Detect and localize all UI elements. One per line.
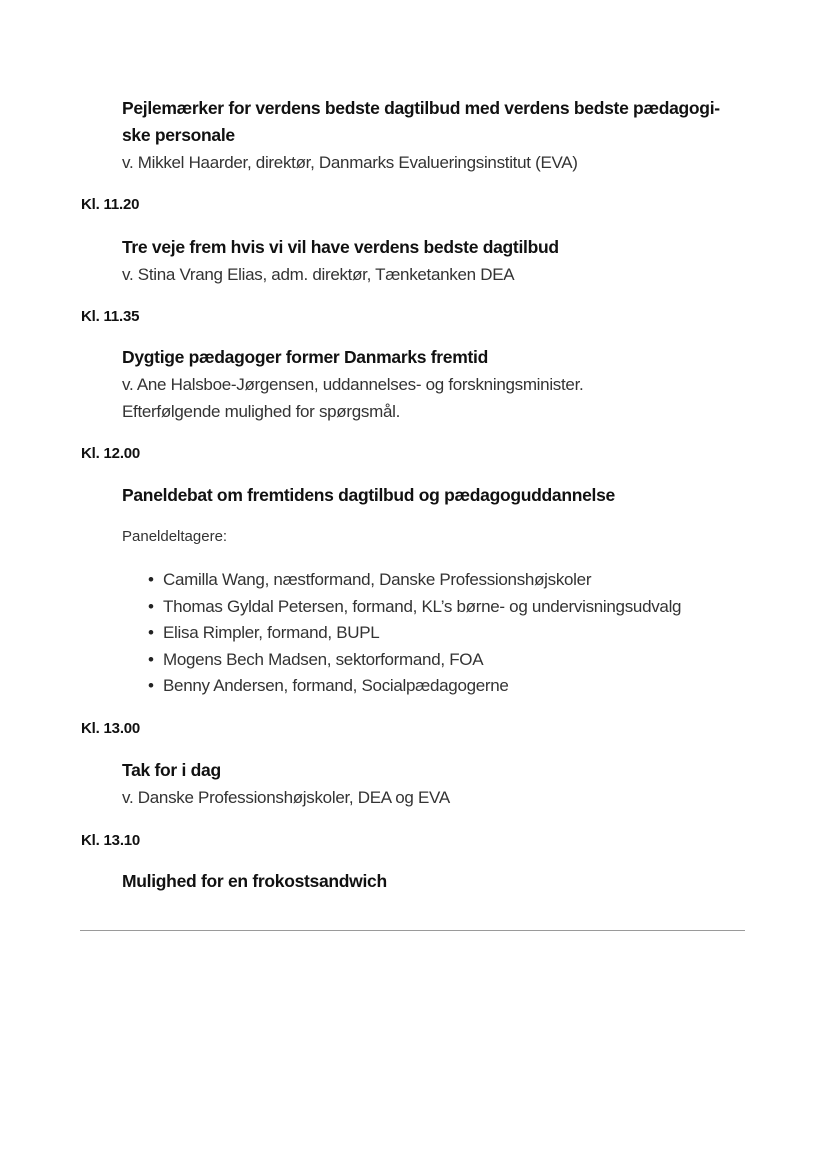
bullet-icon: • [148, 623, 154, 642]
divider [80, 930, 745, 931]
bullet-icon: • [148, 676, 154, 695]
agenda-time: Kl. 11.20 [81, 196, 140, 213]
panel-participants-label: Paneldeltagere: [122, 528, 228, 545]
list-item [122, 647, 681, 674]
agenda-item-6 [122, 868, 742, 895]
agenda-item-1 [122, 95, 742, 176]
agenda-item-title: Tak for i dag [122, 760, 221, 780]
agenda-item-title: Tre veje frem hvis vi vil have verdens bedste dagtilbud [122, 237, 559, 257]
agenda-item-speaker: v. Danske Professionshøjskoler, DEA og EVA [122, 788, 450, 807]
agenda-item-title: Paneldebat om fremtidens dagtilbud og pædagoguddannelse [122, 485, 615, 505]
list-item [122, 620, 681, 647]
panelist-name: Thomas Gyldal Petersen, formand, KL’s børne- og undervisningsudvalg [163, 596, 682, 616]
panelist-list [122, 567, 681, 700]
panelist-name: Benny Andersen, formand, Socialpædagogerne [163, 676, 509, 695]
agenda-time: Kl. 13.10 [81, 832, 141, 849]
agenda-time: Kl. 13.00 [81, 720, 141, 737]
agenda-item-title: Mulighed for en frokostsandwich [122, 871, 387, 891]
agenda-item-note: Efterfølgende mulighed for spørgsmål. [122, 402, 401, 421]
agenda-item-title-line: Pejlemærker for verdens bedste dagtilbud med verdens bedste pædagogi- [122, 98, 720, 118]
agenda-item-3 [122, 344, 742, 425]
bullet-icon: • [148, 596, 154, 616]
agenda-item-speaker: v. Mikkel Haarder, direktør, Danmarks Evalueringsinstitut (EVA) [122, 153, 578, 172]
agenda-item-2 [122, 234, 742, 288]
panelist-name: Elisa Rimpler, formand, BUPL [163, 623, 380, 642]
list-item [122, 673, 681, 700]
bullet-icon: • [148, 570, 154, 589]
panelist-name: Mogens Bech Madsen, sektorformand, FOA [163, 649, 484, 669]
agenda-item-4 [122, 482, 742, 509]
agenda-item-title-line: ske personale [122, 125, 235, 145]
panelist-name: Camilla Wang, næstformand, Danske Professionshøjskoler [163, 570, 592, 589]
list-item [122, 567, 681, 594]
bullet-icon: • [148, 649, 154, 669]
agenda-time: Kl. 11.35 [81, 308, 140, 325]
agenda-time: Kl. 12.00 [81, 445, 141, 462]
agenda-item-title: Dygtige pædagoger former Danmarks fremtid [122, 347, 488, 367]
agenda-item-speaker: v. Ane Halsboe-Jørgensen, uddannelses- og forskningsminister. [122, 375, 584, 394]
agenda-item-5 [122, 757, 742, 811]
agenda-item-speaker: v. Stina Vrang Elias, adm. direktør, Tænketanken DEA [122, 265, 515, 284]
list-item [122, 594, 681, 621]
agenda-item-title [122, 95, 742, 149]
